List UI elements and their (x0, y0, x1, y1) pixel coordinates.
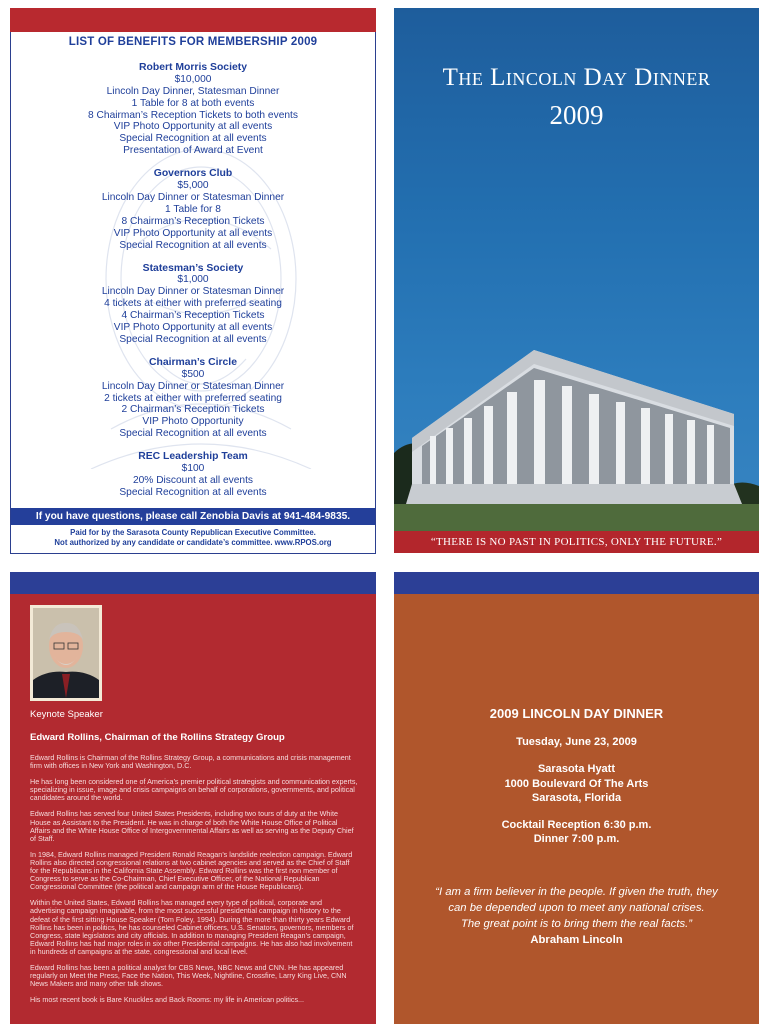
cover-panel (394, 8, 759, 553)
event-panel (394, 572, 759, 1024)
tier-benefit: Lincoln Day Dinner or Statesman Dinner (101, 286, 285, 298)
event-top-bar (394, 572, 759, 594)
keynote-label: Keynote Speaker (30, 709, 103, 720)
paid-for-line: Paid for by the Sarasota County Republican Executive Committee. (70, 528, 316, 537)
tier-benefit: Presentation of Award at Event (123, 145, 263, 157)
event-info (394, 706, 759, 847)
time-line: Cocktail Reception 6:30 p.m. (501, 818, 652, 831)
tier-benefit: VIP Photo Opportunity at all events (113, 121, 273, 133)
tier-name: Robert Morris Society (139, 61, 247, 73)
tier-benefit: 2 tickets at either with preferred seating (104, 392, 282, 404)
bio-paragraph: Edward Rollins has been a political analyst for CBS News, NBC News and CNN. He has appeared regularly on Meet the Press, Face the Nation, This Week, Nightline, Crossfire, Larry King Live, CNN News Makers and many other talk shows. (30, 962, 347, 989)
benefits-list (11, 37, 375, 510)
tier-block (11, 168, 375, 251)
tier-benefit: Lincoln Day Dinner or Statesman Dinner (101, 380, 285, 392)
benefits-panel (10, 8, 376, 554)
time-line: Dinner 7:00 p.m. (533, 833, 620, 845)
tier-benefit: Special Recognition at all events (119, 239, 267, 251)
event-title: 2009 LINCOLN DAY DINNER (489, 706, 664, 721)
not-authorized-line: Not authorized by any candidate or candidate’s committee. www.RPOS.org (54, 538, 332, 548)
speaker-portrait-icon (33, 608, 99, 698)
tier-benefit: 4 tickets at either with preferred seating (104, 298, 282, 310)
speaker-top-bar (10, 572, 376, 594)
tier-benefit: 20% Discount at all events (132, 475, 254, 486)
tier-benefit: Special Recognition at all events (119, 428, 267, 440)
tier-price: $10,000 (174, 73, 212, 85)
cover-quote: “THERE IS NO PAST IN POLITICS, ONLY THE FUTURE.” (394, 531, 759, 553)
tier-benefit: 8 Chairman’s Reception Tickets (121, 215, 265, 227)
tier-benefit: VIP Photo Opportunity at all events (113, 227, 273, 239)
bio-paragraph: In 1984, Edward Rollins managed President Ronald Reagan’s landslide reelection campaign. Edward Rollins also directed congressional relations at two cabinet agencies and served as the Chief of Staff for the Republicans in the California State Assembly. Edward Rollins was the first non member of Congress to serve as the Co-Chairman, Chief Executive Officer, of the National Republican Congressional Committee (the political and campaign arm of the House Republicans). (30, 849, 353, 892)
event-times (394, 818, 759, 847)
tier-price: $1,000 (177, 274, 209, 286)
tier-block (11, 62, 375, 157)
tier-benefit: 8 Chairman’s Reception Tickets to both events (88, 109, 298, 121)
cover-title-text: The Lincoln Day Dinner (442, 64, 711, 91)
cover-year: 2009 (549, 100, 604, 130)
tier-benefit: VIP Photo Opportunity at all events (113, 322, 273, 334)
quote-author: Abraham Lincoln (530, 934, 623, 946)
quote-line: “I am a firm believer in the people. If given the truth, they (435, 886, 718, 898)
bio-paragraph: Within the United States, Edward Rollins has managed every type of political, corporate and advertising campaign imaginable, from the most successful presidential campaign in history to the defeat of the first sitting House Speaker (Tom Foley, 1994). During the more than thirty years Edward Rollins has been in politics, he has counseled Cabinet officers, U.S. Senators, governors, members of Congress, state legislators and city officials. In addition to managing President Reagan’s campaign, Edward Rollins has had major roles in six other Presidential campaigns. He has also had involvement in hundreds of campaigns at the state, congressional and local level. (30, 898, 354, 956)
tier-benefit: VIP Photo Opportunity (142, 416, 244, 428)
tier-name: REC Leadership Team (138, 451, 248, 463)
tier-benefit: 1 Table for 8 (165, 203, 221, 215)
disclaimer (11, 528, 375, 548)
questions-bar: If you have questions, please call Zenobia Davis at 941-484-9835. (11, 508, 375, 525)
speaker-bio (30, 732, 358, 1012)
cover-title (394, 64, 759, 92)
venue-line: Sarasota, Florida (531, 792, 622, 804)
speaker-photo (30, 605, 102, 701)
quote-line: can be depended upon to meet any national crises. (448, 902, 705, 914)
event-venue (394, 762, 759, 806)
tier-benefit: Lincoln Day Dinner or Statesman Dinner (101, 191, 285, 203)
tier-block (11, 263, 375, 346)
venue-line: 1000 Boulevard Of The Arts (504, 777, 649, 790)
tier-price: $500 (181, 368, 205, 380)
tier-benefit: Special Recognition at all events (119, 486, 267, 498)
bio-paragraph: He has long been considered one of America’s premier political strategists and communication experts, specializing in issue, image and crisis campaigns on behalf of corporations, governments, and political candidates around the world. (30, 777, 358, 803)
speaker-headline: Edward Rollins, Chairman of the Rollins Strategy Group (30, 732, 285, 743)
event-date: Tuesday, June 23, 2009 (516, 736, 637, 748)
tier-benefit: Special Recognition at all events (119, 133, 267, 145)
tier-benefit: Lincoln Day Dinner, Statesman Dinner (106, 85, 280, 97)
tier-price: $100 (181, 463, 205, 475)
lincoln-quote (414, 884, 739, 948)
tier-name: Statesman’s Society (142, 262, 244, 274)
speaker-panel (10, 572, 376, 1024)
benefits-top-bar (10, 8, 376, 32)
bio-paragraph: Edward Rollins has served four United States Presidents, including two tours of duty at the White House as Assistant to the President. He was in charge of both the White House Office of Political Affairs and the White House Office of Intergovernmental Affairs as well as serving as the Deputy Chief of Staff. (30, 809, 354, 843)
venue-line: Sarasota Hyatt (537, 763, 616, 775)
bio-paragraph: His most recent book is Bare Knuckles and Back Rooms: my life in American politics... (30, 995, 305, 1005)
tier-benefit: Special Recognition at all events (119, 333, 267, 345)
tier-name: Governors Club (153, 168, 233, 180)
tier-block (11, 357, 375, 440)
quote-line: The great point is to bring them the real facts.” (460, 918, 693, 930)
tier-name: Chairman’s Circle (149, 356, 237, 368)
tier-benefit: 1 Table for 8 at both events (131, 97, 255, 109)
benefits-heading: LIST OF BENEFITS FOR MEMBERSHIP 2009 (68, 36, 318, 48)
lincoln-memorial-image (394, 328, 759, 533)
bio-paragraph: Edward Rollins is Chairman of the Rollins Strategy Group, a communications and crisis management firm with offices in New York and Washington, D.C. (30, 753, 351, 771)
tier-benefit: 2 Chairman’s Reception Tickets (121, 404, 265, 416)
tier-benefit: 4 Chairman’s Reception Tickets (121, 310, 265, 322)
tier-block (11, 451, 375, 499)
tier-price: $5,000 (177, 180, 209, 192)
